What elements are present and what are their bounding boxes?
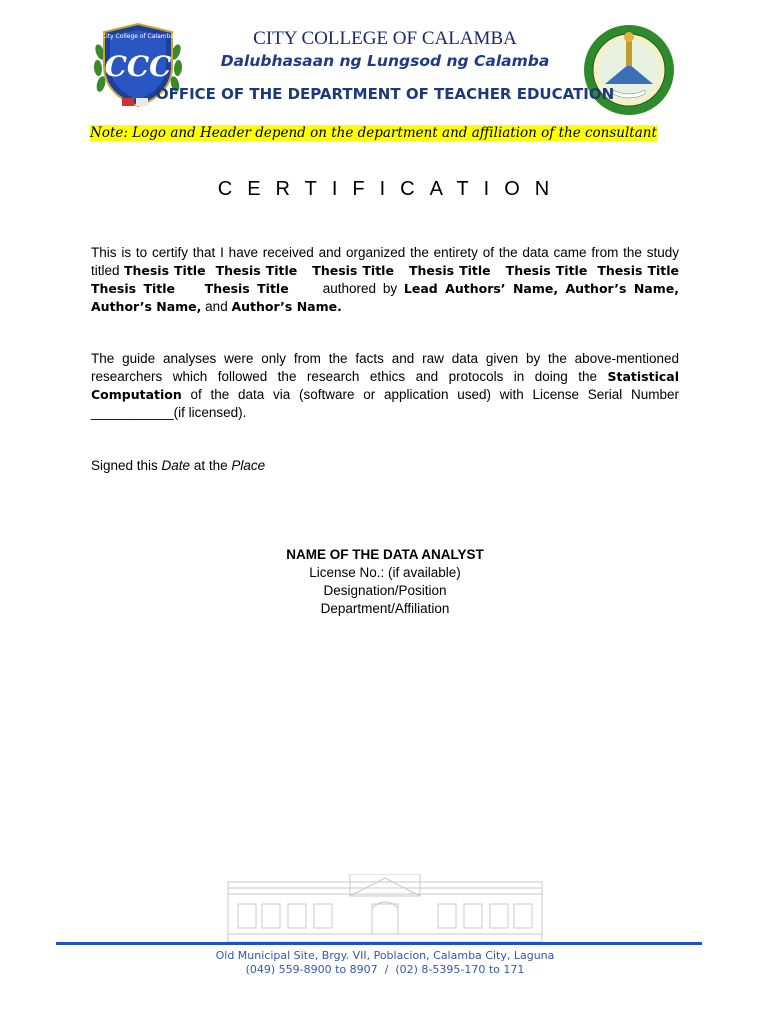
analyst-name: NAME OF THE DATA ANALYST: [286, 547, 484, 562]
para2-text-2: of the data via (software or application used) with License Serial Number ___________(if licensed).: [91, 387, 679, 420]
designation: Designation/Position: [323, 583, 447, 598]
para1-text-1: This is to certify that I have received and organized the entirety of the data came from the study titled: [91, 245, 679, 278]
building-illustration: [226, 874, 544, 944]
authors-names: Lead Authors’ Name, Author’s Name, Author’s Name,: [91, 281, 679, 314]
footer-phones: (049) 559-8900 to 8907 / (02) 8-5395-170 to 171: [245, 963, 525, 976]
signed-text-2: at the: [190, 458, 232, 473]
college-name-filipino: Dalubhasaan ng Lungsod ng Calamba: [220, 52, 550, 70]
signatory-block: [0, 546, 770, 618]
signed-line: [91, 458, 265, 473]
certification-paragraph: [91, 244, 697, 316]
license-number: License No.: (if available): [309, 565, 461, 580]
thesis-title: Thesis Title Thesis Title Thesis Title Thesis Title Thesis Title Thesis Title Thesis Title Thesis Title: [91, 263, 697, 296]
footer-address: Old Municipal Site, Brgy. VII, Poblacion, Calamba City, Laguna: [215, 949, 555, 962]
para1-text-3: and: [201, 299, 232, 314]
para1-text-2: authored by: [288, 281, 404, 296]
college-name: CITY COLLEGE OF CALAMBA: [253, 28, 517, 49]
last-author-name: Author’s Name.: [231, 299, 342, 314]
signed-date: Date: [161, 458, 191, 473]
signed-place: Place: [231, 458, 266, 473]
footer-rule: [56, 942, 702, 945]
statistical-computation: Statistical Computation: [91, 369, 679, 402]
para2-text-1: The guide analyses were only from the facts and raw data given by the above-mentioned researchers which followed the research ethics and protocols in doing the: [91, 351, 679, 384]
logo-caption: City College of Calamba: [101, 33, 175, 40]
department-affiliation: Department/Affiliation: [320, 601, 450, 616]
note-text: Note: Logo and Header depend on the department and affiliation of the consultant: [90, 125, 657, 141]
logo-monogram: CCC: [104, 50, 172, 83]
signed-text-1: Signed this: [91, 458, 162, 473]
document-title: CERTIFICATION: [217, 178, 565, 200]
footer: [0, 949, 770, 977]
analysis-paragraph: [91, 350, 679, 422]
office-name: OFFICE OF THE DEPARTMENT OF TEACHER EDUCATION: [155, 85, 615, 103]
consultant-note: [90, 124, 680, 143]
